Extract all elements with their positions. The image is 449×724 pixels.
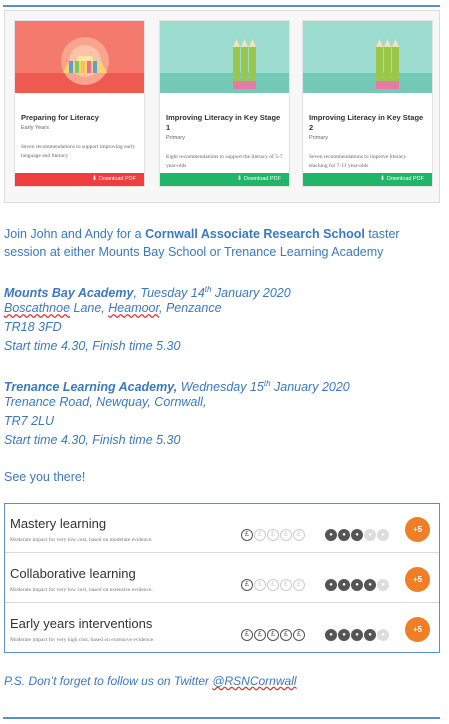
download-pdf-button[interactable]: ⬇ Download PDF <box>160 173 289 186</box>
lock-icon: ● <box>325 529 337 541</box>
pound-icon: £ <box>280 629 292 641</box>
card-description: Seven recommendations to support improving early language and literacy <box>21 144 136 159</box>
pound-icon: £ <box>267 579 279 591</box>
card-description: Eight recommendations to support the literacy of 5-7 year-olds <box>166 154 283 169</box>
card-title: Preparing for Literacy <box>21 113 99 122</box>
pound-icon: £ <box>280 529 292 541</box>
lock-icon: ● <box>351 529 363 541</box>
card-key-stage-2[interactable] <box>302 20 433 187</box>
impact-badge: +5 <box>405 567 430 592</box>
twitter-handle-link[interactable]: @RSNCornwall <box>212 674 297 688</box>
download-icon: ⬇ <box>236 176 242 182</box>
card-key-stage-1[interactable] <box>159 20 290 187</box>
card-image-pencils <box>160 21 289 93</box>
venue2-address: Trenance Road, Newquay, Cornwall, <box>4 395 207 409</box>
pound-icon: £ <box>241 629 253 641</box>
evidence-rating <box>325 629 389 641</box>
lock-icon: ● <box>338 629 350 641</box>
table-row[interactable] <box>5 604 439 653</box>
top-divider <box>3 5 440 7</box>
table-row[interactable] <box>5 554 439 603</box>
pound-icon: £ <box>293 579 305 591</box>
lock-icon: ● <box>364 579 376 591</box>
pound-icon: £ <box>254 579 266 591</box>
card-description: Seven recommendations to improve literacy teaching for 7-11 year-olds <box>309 154 407 169</box>
pound-icon: £ <box>293 529 305 541</box>
ps-note: P.S. Don’t forget to follow us on Twitter @RSNCornwall <box>4 674 297 688</box>
venue1-postcode: TR18 3FD <box>4 320 62 334</box>
venue2-postcode: TR7 2LU <box>4 414 55 428</box>
card-subtitle: Primary <box>166 135 185 141</box>
pound-icon: £ <box>254 529 266 541</box>
pound-icon: £ <box>293 629 305 641</box>
lock-icon: ● <box>338 579 350 591</box>
pound-icon: £ <box>254 629 266 641</box>
lock-icon: ● <box>364 629 376 641</box>
cost-rating <box>241 629 305 642</box>
lock-icon: ● <box>325 629 337 641</box>
lock-icon: ● <box>377 579 389 591</box>
venue1-time: Start time 4.30, Finish time 5.30 <box>4 339 181 353</box>
pound-icon: £ <box>280 579 292 591</box>
lock-icon: ● <box>377 629 389 641</box>
cost-rating <box>241 579 305 592</box>
download-pdf-button[interactable]: ⬇ Download PDF <box>303 173 432 186</box>
impact-badge: +5 <box>405 517 430 542</box>
download-icon: ⬇ <box>379 176 385 182</box>
lock-icon: ● <box>325 579 337 591</box>
intervention-title: Collaborative learning <box>10 566 136 581</box>
impact-badge: +5 <box>405 617 430 642</box>
lock-icon: ● <box>351 629 363 641</box>
card-title: Improving Literacy in Key Stage 2 <box>309 113 424 132</box>
guidance-cards-panel <box>4 10 440 203</box>
intro-paragraph: Join John and Andy for a Cornwall Associate Research School taster session at either Mounts Bay School or Trenance Learning Academy <box>4 227 400 259</box>
lock-icon: ● <box>364 529 376 541</box>
lock-icon: ● <box>351 579 363 591</box>
card-image-pencils <box>303 21 432 93</box>
card-preparing-for-literacy[interactable] <box>14 20 145 187</box>
pound-icon: £ <box>267 529 279 541</box>
venue2-time: Start time 4.30, Finish time 5.30 <box>4 433 181 447</box>
download-pdf-button[interactable]: ⬇ Download PDF <box>15 173 144 186</box>
venue2-name: Trenance Learning Academy, <box>4 380 178 395</box>
table-row[interactable] <box>5 504 439 553</box>
intervention-title: Early years interventions <box>10 616 153 631</box>
evidence-rating <box>325 579 389 591</box>
closing-text: See you there! <box>4 470 86 484</box>
intervention-summary: Moderate impact for very low cost, based on extensive evidence. <box>10 587 153 593</box>
venue1-heading: Mounts Bay Academy, Tuesday 14th January 2020 <box>4 285 291 301</box>
cost-rating <box>241 529 305 542</box>
bottom-divider <box>3 717 440 719</box>
intervention-summary: Moderate impact for very high cost, based on extensive evidence. <box>10 637 155 643</box>
intervention-title: Mastery learning <box>10 516 107 531</box>
intervention-summary: Moderate impact for very low cost, based on moderate evidence. <box>10 537 153 543</box>
lock-icon: ● <box>377 529 389 541</box>
card-title: Improving Literacy in Key Stage 1 <box>166 113 281 132</box>
pound-icon: £ <box>241 529 253 541</box>
card-subtitle: Early Years <box>21 125 49 131</box>
card-subtitle: Primary <box>309 135 328 141</box>
venue1-name: Mounts Bay Academy <box>4 286 134 301</box>
pound-icon: £ <box>267 629 279 641</box>
download-icon: ⬇ <box>91 176 97 182</box>
venue2-heading: Trenance Learning Academy, Wednesday 15th January 2020 <box>4 379 350 395</box>
card-image-sunrise <box>15 21 144 93</box>
venue1-address: Boscathnoe Lane, Heamoor, Penzance <box>4 301 222 315</box>
interventions-table <box>4 503 440 653</box>
pound-icon: £ <box>241 579 253 591</box>
evidence-rating <box>325 529 389 541</box>
lock-icon: ● <box>338 529 350 541</box>
